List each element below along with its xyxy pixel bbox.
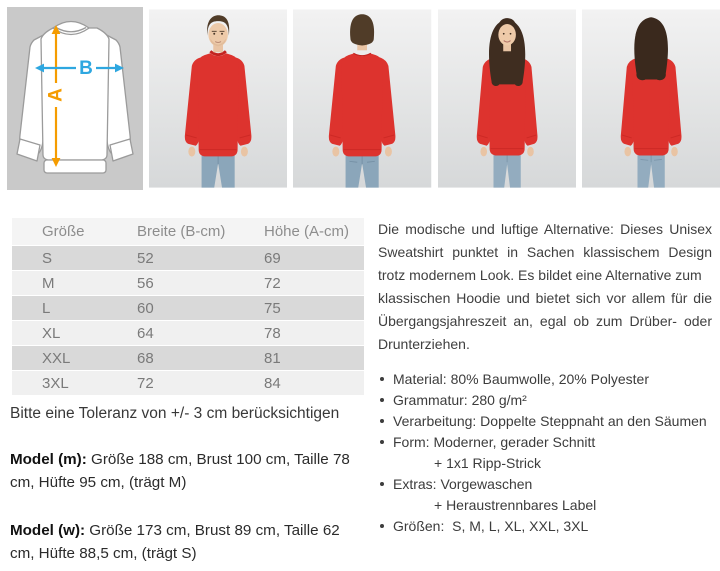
cell-size: L [12, 296, 137, 321]
female-back-photo [582, 7, 720, 190]
female-front-photo [438, 7, 576, 190]
model-w-text: Größe 173 cm, Brust 89 cm, Taille 62 cm, Hüfte 88,5 cm, (trägt S) [10, 522, 340, 563]
feature-verarbeitung [380, 411, 712, 432]
size-row-m [12, 271, 364, 296]
bullet-icon [380, 377, 384, 381]
feature-grammatur [380, 390, 712, 411]
model-m-info [10, 448, 364, 494]
sweatshirt-measurement-diagram [7, 7, 143, 190]
photo-female-front[interactable] [438, 7, 576, 190]
cell-breite: 72 [137, 371, 264, 396]
cell-hoehe: 84 [264, 371, 364, 396]
cell-size: 3XL [12, 371, 137, 396]
cell-breite: 68 [137, 346, 264, 371]
size-diagram-image[interactable] [7, 7, 143, 190]
model-w-label: Model (w): [10, 522, 86, 540]
bullet-icon [380, 440, 384, 444]
feature-text: Größen: S, M, L, XL, XXL, 3XL [393, 518, 589, 534]
size-info-column [10, 218, 364, 565]
feature-main: Extras: Vorgewaschen [393, 476, 533, 492]
bullet-icon [380, 419, 384, 423]
photo-female-back[interactable] [582, 7, 720, 190]
feature-main: Form: Moderner, gerader Schnitt [393, 434, 596, 450]
cell-size: XXL [12, 346, 137, 371]
feature-subtext: + Heraustrennbares Label [434, 497, 597, 513]
cell-size: XL [12, 321, 137, 346]
cell-hoehe: 75 [264, 296, 364, 321]
cell-size: M [12, 271, 137, 296]
photo-male-back[interactable] [293, 7, 431, 190]
feature-list [380, 369, 712, 537]
feature-subtext: + 1x1 Ripp-Strick [434, 455, 541, 471]
description-paragraph-2: klassischen Hoodie und bietet sich vor allem für die Übergangsjahreszeit an, egal ob zum Drüber- oder Drunterziehen. [378, 290, 712, 352]
size-row-3xl [12, 371, 364, 396]
cell-breite: 52 [137, 246, 264, 271]
photo-male-front[interactable] [149, 7, 287, 190]
male-front-photo [149, 7, 287, 190]
size-row-xl [12, 321, 364, 346]
feature-text: Verarbeitung: Doppelte Steppnaht an den Säumen [393, 413, 707, 429]
model-m-label: Model (m): [10, 451, 87, 468]
cell-breite: 56 [137, 271, 264, 296]
description-column [378, 218, 712, 565]
bullet-icon [380, 398, 384, 402]
bullet-icon [380, 524, 384, 528]
product-info-section [0, 190, 720, 565]
cell-breite: 60 [137, 296, 264, 321]
cell-hoehe: 81 [264, 346, 364, 371]
feature-text [393, 474, 596, 516]
size-row-l [12, 296, 364, 321]
height-measure-label: A [45, 88, 67, 102]
size-table-header-row [12, 218, 364, 246]
feature-text [393, 432, 595, 474]
sweatshirt-outline [17, 22, 133, 174]
feature-groessen [380, 516, 712, 537]
model-m-text: Größe 188 cm, Brust 100 cm, Taille 78 cm, Hüfte 95 cm, (trägt M) [10, 451, 350, 492]
cell-hoehe: 69 [264, 246, 364, 271]
size-row-s [12, 246, 364, 271]
cell-breite: 64 [137, 321, 264, 346]
feature-material [380, 369, 712, 390]
product-gallery [0, 0, 720, 190]
feature-extras [380, 474, 712, 516]
size-row-xxl [12, 346, 364, 371]
col-header-hoehe: Höhe (A-cm) [264, 218, 364, 246]
feature-form [380, 432, 712, 474]
cell-size: S [12, 246, 137, 271]
width-measure-label: B [79, 58, 93, 79]
feature-text: Material: 80% Baumwolle, 20% Polyester [393, 371, 650, 387]
male-back-photo [293, 7, 431, 190]
cell-hoehe: 78 [264, 321, 364, 346]
description-paragraph-1: Die modische und luftige Alternative: Dieses Unisex Sweatshirt punktet in Sachen klassischem Design trotz modernem Look. Es bildet eine Alternative zum [378, 221, 712, 283]
tolerance-note: Bitte eine Toleranz von +/- 3 cm berücksichtigen [10, 405, 340, 422]
col-header-groesse: Größe [12, 218, 137, 246]
cell-hoehe: 72 [264, 271, 364, 296]
size-table [12, 218, 364, 396]
model-w-info [10, 519, 364, 565]
bullet-icon [380, 482, 384, 486]
col-header-breite: Breite (B-cm) [137, 218, 264, 246]
feature-text: Grammatur: 280 g/m² [393, 392, 527, 408]
